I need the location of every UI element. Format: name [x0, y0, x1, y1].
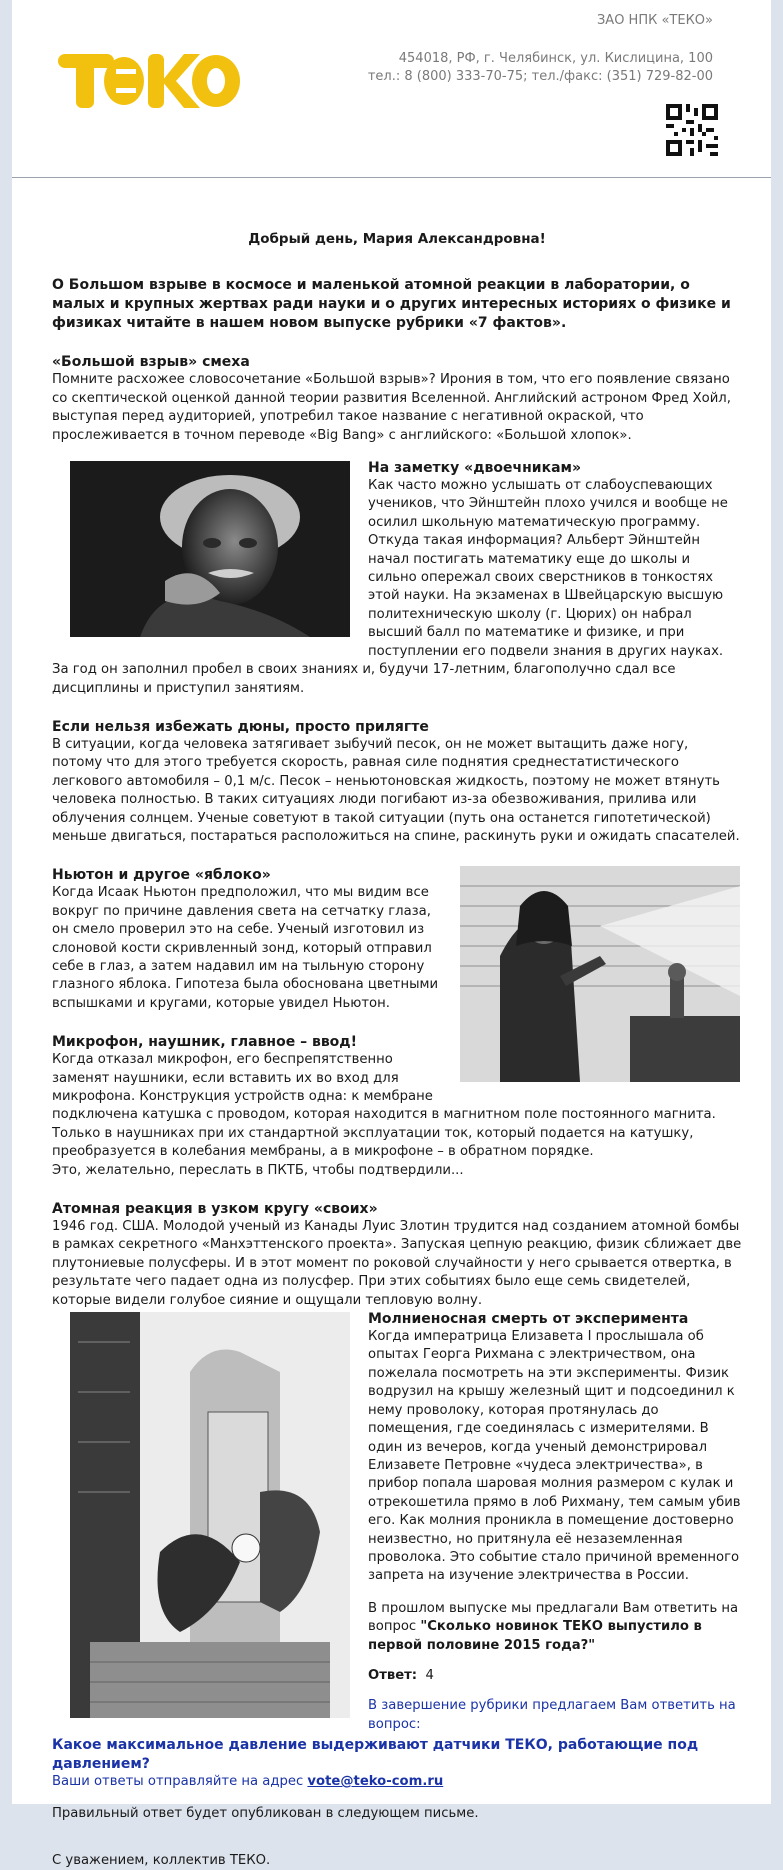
section-title: Если нельзя избежать дюны, просто прилягте: [52, 718, 429, 735]
section-text: В ситуации, когда человека затягивает зыбучий песок, он не может вытащить даже ногу, потому что для этого требуется скорость, равная силе поднятия среднестатистического легкового автомобиля – 0,1 м/с. Песок – неньютоновская жидкость, поэтому не может втянуть человека полностью. В таких ситуациях люди погибают из-за обезвоживания, прилива или облучения солнцем. Ученые советуют в такой ситуации (путь она останется гипотетической) меньше двигаться, постараться расположиться на спине, раскинуть руки и ожидать спасателей.: [52, 736, 740, 844]
answer-value: 4: [425, 1667, 434, 1683]
company-phones: тел.: 8 (800) 333-70-75; тел./факс: (351) 729-82-00: [367, 69, 713, 84]
greeting: Добрый день, Мария Александровна!: [248, 231, 546, 247]
section-newton-group: [52, 866, 742, 1200]
new-quiz-intro: В завершение рубрики предлагаем Вам ответить на вопрос:: [368, 1698, 736, 1732]
section-text: Когда отказал микрофон, его беспрепятственно заменят наушники, если вставить их во вход для микрофона. Конструкция устройств одна: к мембране подключена катушка с проводом, которая находится в магнитном поле постоянного магнита. Только в наушниках при их стандартной эксплуатации ток, который подается на катушку, преобразуется в колебания мембраны, а в микрофоне – в обратном порядке.: [52, 1052, 716, 1160]
teko-logo[interactable]: [54, 48, 244, 114]
section-einstein: [52, 459, 742, 698]
answer-label: Ответ:: [368, 1667, 418, 1683]
prev-quiz-question: "Сколько новинок ТЕКО выпустило в первой половине 2015 года?": [368, 1619, 702, 1653]
section-text: Когда Исаак Ньютон предположил, что мы видим все вокруг по причине давления света на сетчатку глаза, он смело проверил это на себе. Ученый изготовил из слоновой кости скривленный зонд, который отправил себе в глаз, а затем надавил им на тыльную сторону глазного яблока. Гипотеза была обоснована цветными вспышками и кругами, которые увидел Ньютон.: [52, 885, 439, 1011]
section-text: 1946 год. США. Молодой ученый из Канады Луис Злотин трудится над созданием атомной бомбы в рамках секретного «Манхэттенского проекта». Запуская цепную реакцию, физик сближает две плутониевые полусферы. И в этот момент по роковой случайности у него срывается отвертка, в результате чего падает одна из полусфер. При этих событиях было еще семь свидетелей, которые видели голубое сияние и ощущали тепловую волну.: [52, 1219, 742, 1308]
section-title: На заметку «двоечникам»: [368, 460, 582, 477]
section-richmann-group: [52, 1310, 742, 1734]
company-address: 454018, РФ, г. Челябинск, ул. Кислицина, 100: [398, 51, 713, 66]
published-note: Правильный ответ будет опубликован в следующем письме.: [52, 1806, 479, 1822]
section-note: Это, желательно, переслать в ПКТБ, чтобы подтвердили...: [52, 1162, 464, 1178]
einstein-photo: [70, 461, 350, 637]
section-text: Как часто можно услышать от слабоуспевающих учеников, что Эйнштейн плохо учился и вообще не осилил школьную математическую программу. Откуда такая информация? Альберт Эйнштейн начал постигать математику еще до школы и сильно опережал своих сверстников в тонкостях этой науки. На экзаменах в Швейцарскую высшую политехническую школу (г. Цюрих) он набрал высший балл по математике и физике, и при поступлении его подвели знания в других науках. За год он заполнил пробел в своих знаниях и, будучи 17-летним, благополучно сдал все дисциплины и приступил занятиям.: [52, 478, 728, 696]
section-title: Молниеносная смерть от эксперимента: [368, 1311, 689, 1328]
company-name: ЗАО НПК «ТЕКО»: [596, 13, 713, 28]
intro-paragraph: О Большом взрыве в космосе и маленькой атомной реакции в лаборатории, о малых и крупных жертвах ради науки и о других интересных историях о физике и физиках читайте в нашем новом выпуске рубрики «7 фактов».: [52, 277, 731, 332]
prev-quiz-intro: В прошлом выпуске мы предлагали Вам ответить на вопрос: [368, 1600, 739, 1635]
section-title: «Большой взрыв» смеха: [52, 354, 250, 371]
newton-engraving: [460, 866, 740, 1082]
vote-email-link[interactable]: vote@teko-com.ru: [307, 1774, 444, 1789]
section-text: Когда императрица Елизавета I прослышала об опытах Георга Рихмана с электричеством, она пожелала посмотреть на эти эксперименты. Физик водрузил на крышу железный щит и подсоединил к нему проволоку, которая протянулась до помещения, где соединялась с измерителями. В один из вечеров, когда ученый демонстрировал Елизавете Петровне «чудеса электричества», в прибор попала шаровая молния размером с кулак и отрекошетила прямо в лоб Рихману, тем самым убив его. Как молния проникла в помещение достоверно неизвестно, но притянула её незаземленная проволока. Это событие стало причиной временного запрета на изучение электричества в России.: [368, 1329, 741, 1584]
new-quiz-question: Какое максимальное давление выдерживают датчики ТЕКО, работающие под давлением?: [52, 1737, 699, 1772]
section-atomic: [52, 1200, 742, 1310]
section-text: Помните расхожее словосочетание «Большой взрыв»? Ирония в том, что его появление связано со скептической оценкой данной теории развития Вселенной. Английский астроном Фред Хойл, выступая перед аудиторией, употребил такое название с негативной окраской, что прослеживается в точном переводе «Big Bang» с английского: «Большой хлопок».: [52, 372, 731, 443]
section-title: Атомная реакция в узком кругу «своих»: [52, 1201, 378, 1218]
section-big-bang: [52, 353, 742, 445]
qr-code: [666, 104, 718, 156]
header-divider: [12, 177, 771, 178]
section-quicksand: [52, 718, 742, 846]
section-title: Микрофон, наушник, главное – ввод!: [52, 1034, 357, 1051]
teko-logo-mark: [54, 48, 244, 114]
signature: С уважением, коллектив ТЕКО.: [52, 1852, 271, 1868]
letter-sheet: [12, 0, 771, 1868]
letter-body: [52, 230, 742, 1870]
send-answers-text: Ваши ответы отправляйте на адрес: [52, 1774, 308, 1789]
send-answers-line: [52, 1773, 742, 1791]
richmann-engraving: [70, 1312, 350, 1718]
contact-block: [368, 50, 713, 86]
section-title: Ньютон и другое «яблоко»: [52, 867, 271, 884]
